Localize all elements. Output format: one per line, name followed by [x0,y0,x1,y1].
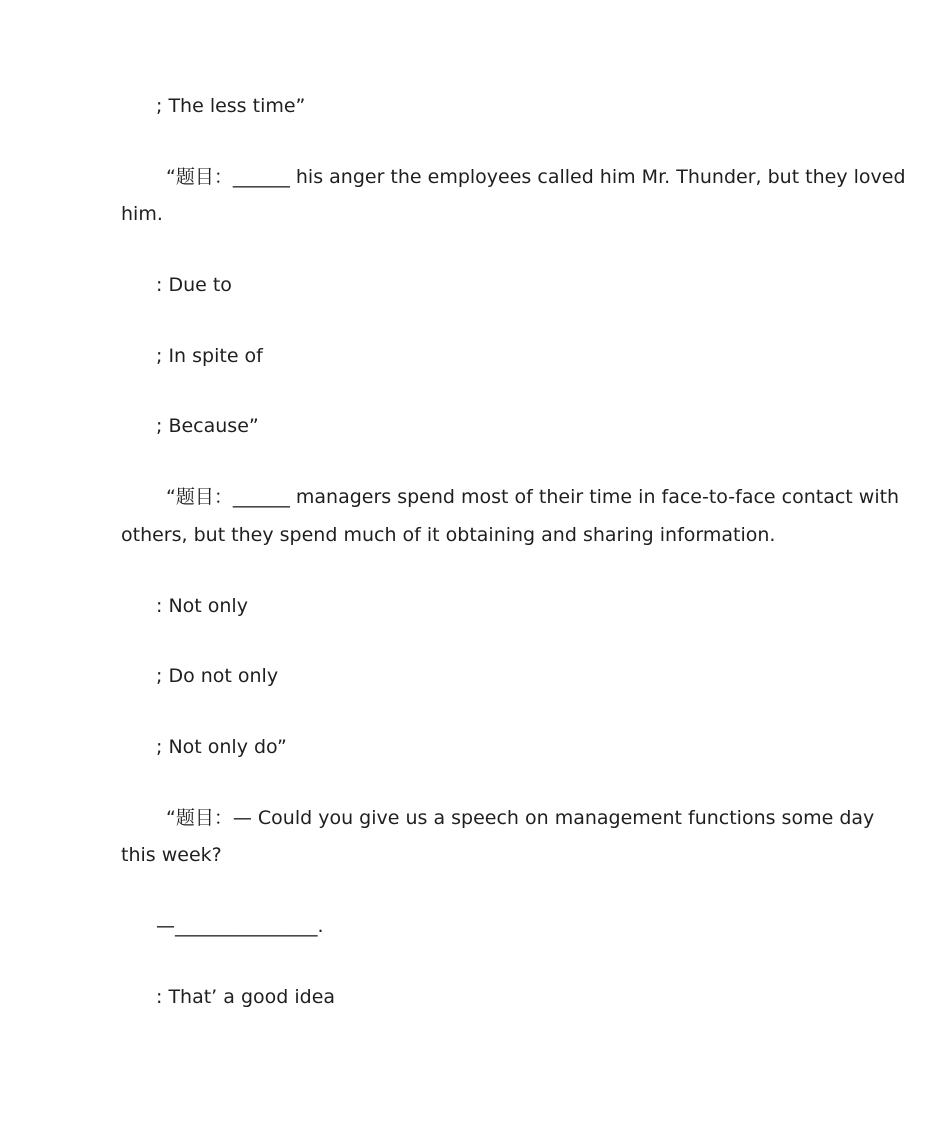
question-line-continued: him. [121,203,163,225]
option-line: ; Not only do” [156,736,287,758]
option-line: ; Because” [156,415,259,437]
question-line-continued: this week? [121,844,222,866]
option-line: ; In spite of [156,345,263,367]
option-line: : That’ a good idea [156,986,336,1008]
option-line: ; The less time” [156,95,306,117]
question-line-continued: others, but they spend much of it obtaining and sharing information. [121,524,776,546]
answer-blank-line: —_______________. [156,915,324,937]
question-line: “题目：______ managers spend most of their time in face-to-face contact with [166,486,900,508]
option-line: ; Do not only [156,665,279,687]
option-line: : Due to [156,274,232,296]
question-line: “题目：______ his anger the employees called him Mr. Thunder, but they loved [166,166,906,188]
option-line: : Not only [156,595,248,617]
question-line: “题目：— Could you give us a speech on management functions some day [166,807,875,829]
